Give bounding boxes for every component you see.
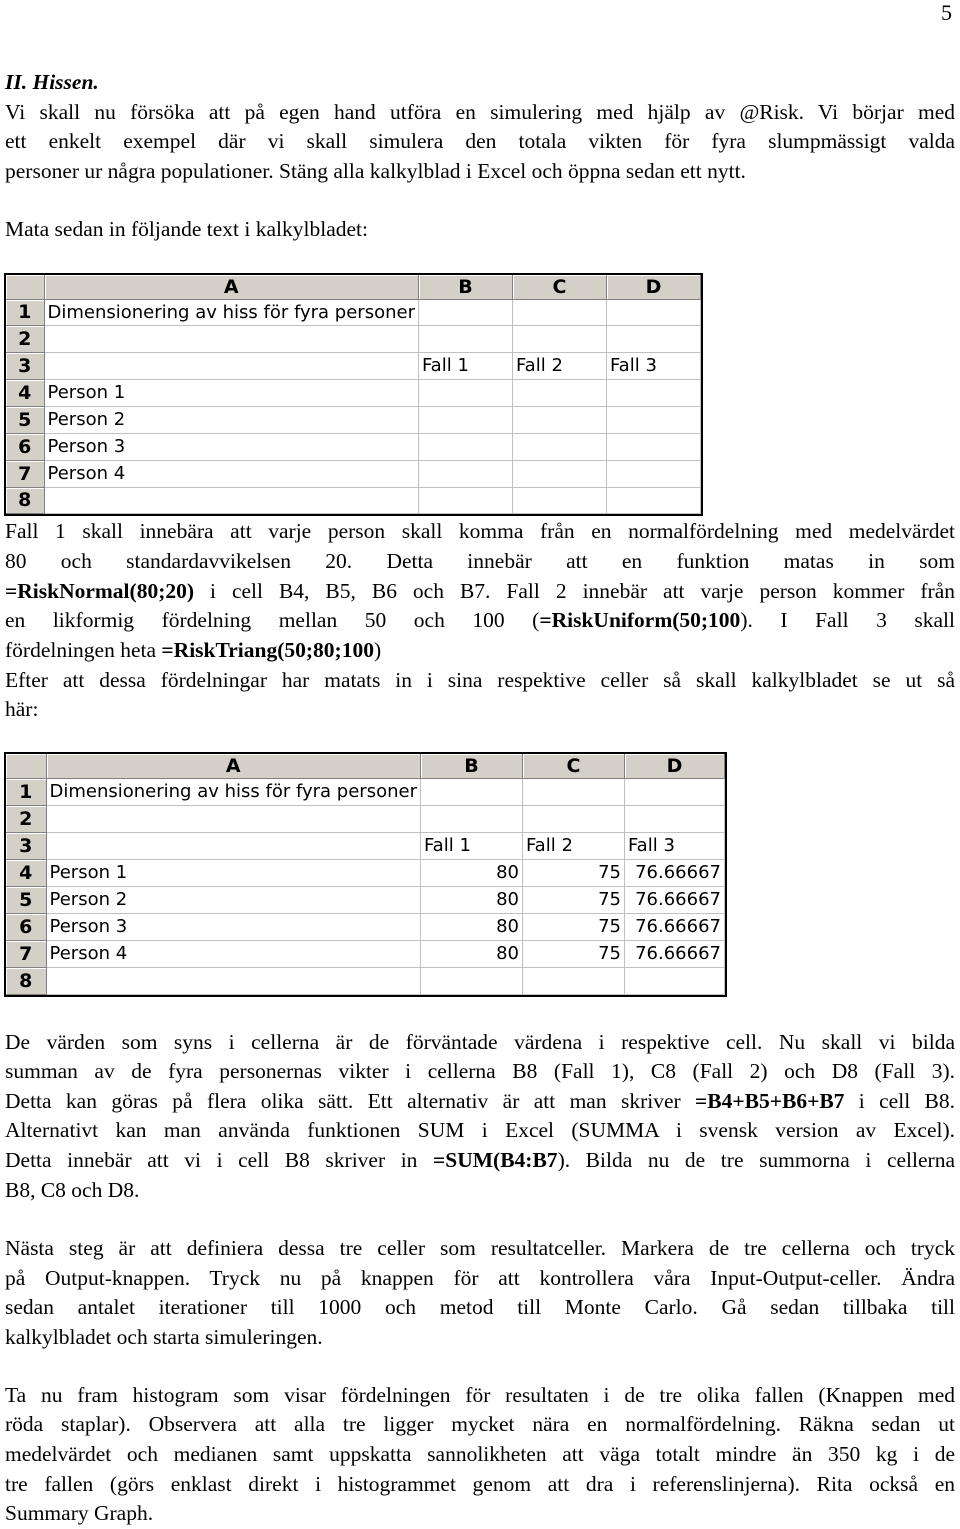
cell-d6[interactable]: 76.66667 <box>624 913 724 940</box>
cell-d4[interactable]: 76.66667 <box>624 859 724 886</box>
cell-b7[interactable] <box>418 460 512 487</box>
cell-c3[interactable]: Fall 2 <box>522 832 624 859</box>
cell-a1[interactable]: Dimensionering av hiss för fyra personer <box>44 299 418 325</box>
cell-b3[interactable]: Fall 1 <box>418 352 512 379</box>
cell-c7[interactable]: 75 <box>522 940 624 967</box>
cell-c5[interactable] <box>512 406 606 433</box>
cell-b4[interactable] <box>418 379 512 406</box>
paragraph-line: tre fallen (görs enklast direkt i histogrammet genom att dra i referenslinjerna). Rita också en <box>5 1472 955 1496</box>
cell-b7[interactable]: 80 <box>420 940 522 967</box>
paragraph-line <box>5 1146 955 1176</box>
paragraph-line <box>5 636 955 666</box>
row-header[interactable]: 2 <box>6 325 44 352</box>
formula-risktriang: =RiskTriang(50;80;100 <box>161 638 374 662</box>
cell-a5[interactable]: Person 2 <box>44 406 418 433</box>
paragraph-line: B8, C8 och D8. <box>5 1178 140 1202</box>
paragraph-text: i cell B8. <box>844 1089 956 1113</box>
select-all-corner[interactable] <box>6 275 44 299</box>
cell-a8[interactable] <box>46 967 420 994</box>
row-header[interactable]: 5 <box>6 886 46 913</box>
cell-a1[interactable]: Dimensionering av hiss för fyra personer <box>46 778 420 805</box>
column-header-a[interactable]: A <box>44 275 418 299</box>
paragraph-line: här: <box>5 697 39 721</box>
cell-a8[interactable] <box>44 487 418 513</box>
cell-b3[interactable]: Fall 1 <box>420 832 522 859</box>
paragraph-text: ). I Fall 3 skall <box>740 608 955 632</box>
cell-d7[interactable]: 76.66667 <box>624 940 724 967</box>
column-header-a[interactable]: A <box>46 754 420 778</box>
column-header-d[interactable]: D <box>624 754 724 778</box>
paragraph-text: Detta kan göras på flera olika sätt. Ett alternativ är att man skriver <box>5 1089 696 1113</box>
paragraph-text: ) <box>373 638 382 662</box>
cell-b5[interactable] <box>418 406 512 433</box>
cell-b1[interactable] <box>418 299 512 325</box>
column-header-c[interactable]: C <box>512 275 606 299</box>
paragraph-line: sedan antalet iterationer till 1000 och metod till Monte Carlo. Gå sedan tillbaka till <box>5 1295 955 1319</box>
cell-b1[interactable] <box>420 778 522 805</box>
cell-d2[interactable] <box>624 805 724 832</box>
formula-riskuniform: =RiskUniform(50;100 <box>539 608 741 632</box>
paragraph-text: Detta innebär att vi i cell B8 skriver in <box>5 1148 434 1172</box>
cell-c1[interactable] <box>512 299 606 325</box>
cell-b8[interactable] <box>420 967 522 994</box>
paragraph-line: på Output-knappen. Tryck nu på knappen för att kontrollera våra Input-Output-celler. Ändra <box>5 1266 955 1290</box>
paragraph-line: Nästa steg är att definiera dessa tre celler som resultatceller. Markera de tre cellerna och tryck <box>5 1236 955 1260</box>
formula-sum-cells: =B4+B5+B6+B7 <box>695 1089 845 1113</box>
select-all-corner[interactable] <box>6 754 46 778</box>
cell-c6[interactable] <box>512 433 606 460</box>
spreadsheet-empty <box>4 273 703 516</box>
cell-a4[interactable]: Person 1 <box>44 379 418 406</box>
paragraph-line: Summary Graph. <box>5 1501 154 1525</box>
cell-b5[interactable]: 80 <box>420 886 522 913</box>
section-heading: II. Hissen. <box>5 70 99 94</box>
intro-line: ett enkelt exempel där vi skall simulera den totala vikten för fyra slumpmässigt valda <box>5 129 955 153</box>
paragraph-line: medelvärdet och medianen samt uppskatta sannolikheten att väga totalt mindre än 350 kg i de <box>5 1442 955 1466</box>
column-header-b[interactable]: B <box>420 754 522 778</box>
paragraph-text: i cell B4, B5, B6 och B7. Fall 2 innebär att varje person kommer från <box>194 579 955 603</box>
paragraph-line: Alternativt kan man använda funktionen SUM i Excel (SUMMA i svensk version av Excel). <box>5 1118 955 1142</box>
cell-c6[interactable]: 75 <box>522 913 624 940</box>
row-header[interactable]: 2 <box>6 805 46 832</box>
cell-b6[interactable] <box>418 433 512 460</box>
cell-a6[interactable]: Person 3 <box>46 913 420 940</box>
cell-c4[interactable] <box>512 379 606 406</box>
spreadsheet-filled <box>4 752 727 997</box>
cell-c2[interactable] <box>522 805 624 832</box>
row-header[interactable]: 8 <box>6 487 44 513</box>
paragraph-line: Efter att dessa fördelningar har matats in i sina respektive celler så skall kalkylbladet se ut så <box>5 668 955 692</box>
spreadsheet-grid <box>6 754 725 995</box>
formula-risknormal: =RiskNormal(80;20) <box>5 579 195 603</box>
cell-a4[interactable]: Person 1 <box>46 859 420 886</box>
paragraph-line: kalkylbladet och starta simuleringen. <box>5 1325 323 1349</box>
row-header[interactable]: 7 <box>6 460 44 487</box>
paragraph-line: Ta nu fram histogram som visar fördelningen för resultaten i de tre olika fallen (Knappen med <box>5 1383 955 1407</box>
row-header[interactable]: 6 <box>6 913 46 940</box>
intro-line: personer ur några populationer. Stäng alla kalkylblad i Excel och öppna sedan ett nytt. <box>5 159 746 183</box>
cell-b2[interactable] <box>418 325 512 352</box>
paragraph-text: ). Bilda nu de tre summorna i cellerna <box>557 1148 956 1172</box>
column-header-c[interactable]: C <box>522 754 624 778</box>
cell-c4[interactable]: 75 <box>522 859 624 886</box>
cell-a7[interactable]: Person 4 <box>44 460 418 487</box>
cell-c5[interactable]: 75 <box>522 886 624 913</box>
cell-a3[interactable] <box>44 352 418 379</box>
cell-d4[interactable] <box>606 379 700 406</box>
cell-b2[interactable] <box>420 805 522 832</box>
cell-d2[interactable] <box>606 325 700 352</box>
cell-c8[interactable] <box>512 487 606 513</box>
row-header[interactable]: 1 <box>6 299 44 325</box>
cell-d6[interactable] <box>606 433 700 460</box>
paragraph-line: röda staplar). Observera att alla tre ligger mycket nära en normalfördelning. Räkna sedan ut <box>5 1412 955 1436</box>
row-header[interactable]: 6 <box>6 433 44 460</box>
cell-c3[interactable]: Fall 2 <box>512 352 606 379</box>
cell-d8[interactable] <box>624 967 724 994</box>
cell-c7[interactable] <box>512 460 606 487</box>
row-header[interactable]: 4 <box>6 379 44 406</box>
row-header[interactable]: 5 <box>6 406 44 433</box>
paragraph-line <box>5 606 955 636</box>
cell-d5[interactable] <box>606 406 700 433</box>
row-header[interactable]: 7 <box>6 940 46 967</box>
column-header-d[interactable]: D <box>606 275 700 299</box>
cell-d3[interactable]: Fall 3 <box>606 352 700 379</box>
intro-line: Vi skall nu försöka att på egen hand utföra en simulering med hjälp av @Risk. Vi börjar med <box>5 100 955 124</box>
cell-c2[interactable] <box>512 325 606 352</box>
cell-d1[interactable] <box>624 778 724 805</box>
paragraph-text: fördelningen heta <box>5 638 162 662</box>
paragraph-line: Fall 1 skall innebära att varje person skall komma från en normalfördelning med medelvärdet <box>5 519 955 543</box>
cell-a5[interactable]: Person 2 <box>46 886 420 913</box>
cell-a2[interactable] <box>44 325 418 352</box>
paragraph-line <box>5 1087 955 1117</box>
column-header-b[interactable]: B <box>418 275 512 299</box>
paragraph-line: De värden som syns i cellerna är de förväntade värdena i respektive cell. Nu skall vi bilda <box>5 1030 955 1054</box>
cell-d5[interactable]: 76.66667 <box>624 886 724 913</box>
paragraph-line <box>5 577 955 607</box>
cell-a6[interactable]: Person 3 <box>44 433 418 460</box>
cell-b6[interactable]: 80 <box>420 913 522 940</box>
cell-b4[interactable]: 80 <box>420 859 522 886</box>
spreadsheet-grid <box>6 275 701 514</box>
cell-a2[interactable] <box>46 805 420 832</box>
enter-text-instruction: Mata sedan in följande text i kalkylbladet: <box>5 217 369 241</box>
row-header[interactable]: 3 <box>6 832 46 859</box>
paragraph-text: en likformig fördelning mellan 50 och 100 ( <box>5 608 540 632</box>
formula-sum-function: =SUM(B4:B7 <box>433 1148 558 1172</box>
cell-d1[interactable] <box>606 299 700 325</box>
paragraph-line: summan av de fyra personernas vikter i cellerna B8 (Fall 1), C8 (Fall 2) och D8 (Fall 3). <box>5 1059 955 1083</box>
row-header[interactable]: 1 <box>6 778 46 805</box>
cell-d7[interactable] <box>606 460 700 487</box>
paragraph-line: 80 och standardavvikelsen 20. Detta innebär att en funktion matas in som <box>5 549 955 573</box>
cell-c1[interactable] <box>522 778 624 805</box>
cell-a3[interactable] <box>46 832 420 859</box>
cell-a7[interactable]: Person 4 <box>46 940 420 967</box>
row-header[interactable]: 4 <box>6 859 46 886</box>
cell-b8[interactable] <box>418 487 512 513</box>
row-header[interactable]: 8 <box>6 967 46 994</box>
cell-d3[interactable]: Fall 3 <box>624 832 724 859</box>
cell-c8[interactable] <box>522 967 624 994</box>
row-header[interactable]: 3 <box>6 352 44 379</box>
page-number: 5 <box>941 0 952 25</box>
cell-d8[interactable] <box>606 487 700 513</box>
